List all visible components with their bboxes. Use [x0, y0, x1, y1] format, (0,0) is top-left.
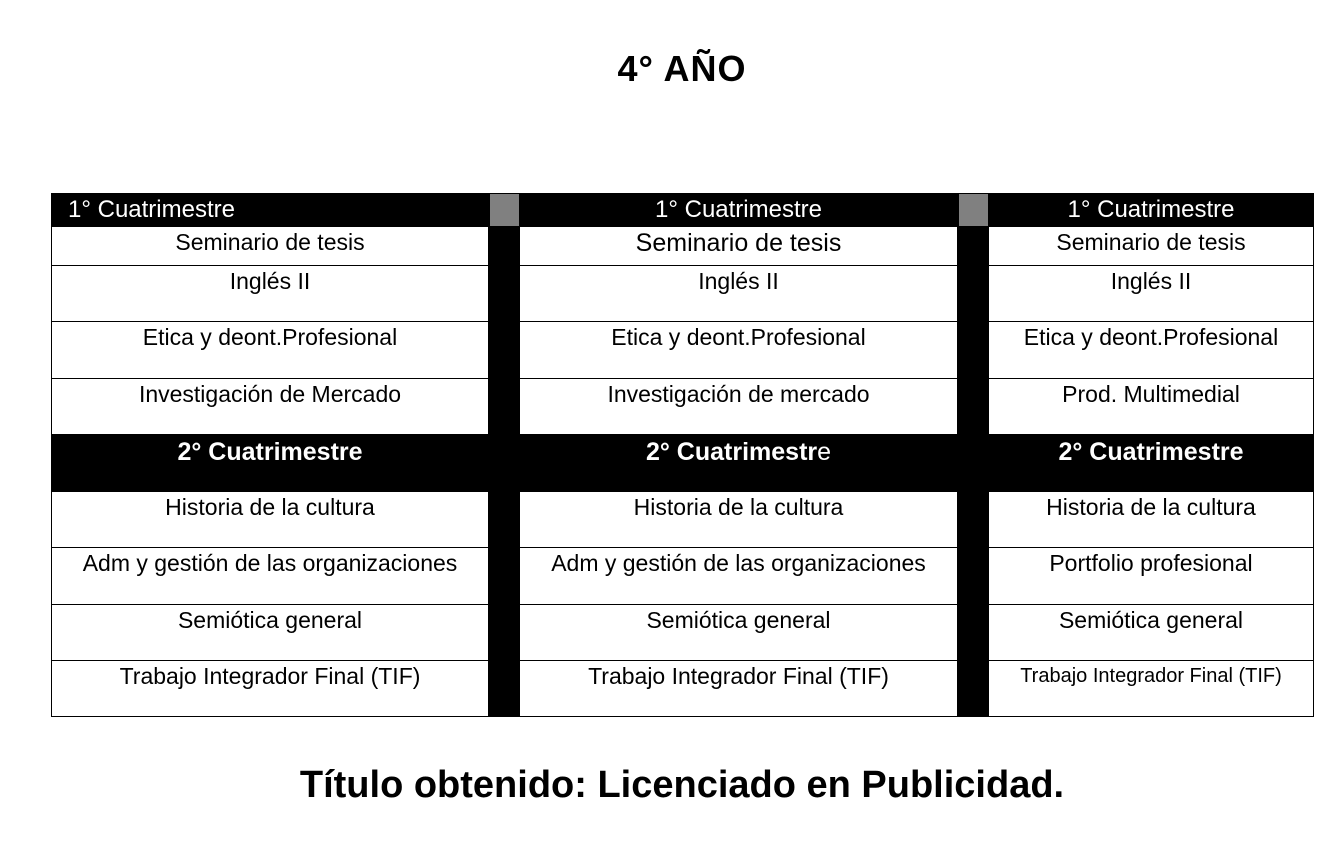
semester-2-header-text: 2° Cuatrimestr — [645, 438, 818, 466]
column-separator — [958, 322, 989, 379]
subject-cell: Etica y deont.Profesional — [520, 322, 958, 379]
subject-cell: Portfolio profesional — [989, 548, 1314, 605]
curriculum-table — [51, 193, 1314, 717]
semester-1-header: 1° Cuatrimestre — [989, 193, 1314, 227]
subject-cell: Adm y gestión de las organizaciones — [520, 548, 958, 605]
subject-cell: Historia de la cultura — [989, 492, 1314, 548]
subject-cell: Etica y deont.Profesional — [51, 322, 489, 379]
subject-cell: Historia de la cultura — [520, 492, 958, 548]
subject-cell: Semiótica general — [989, 605, 1314, 661]
column-separator — [489, 492, 520, 548]
subject-cell: Inglés II — [520, 266, 958, 322]
semester-2-header — [989, 435, 1314, 492]
semester-1-header: 1° Cuatrimestre — [520, 193, 958, 227]
semester-2-header — [520, 435, 958, 492]
subject-cell: Trabajo Integrador Final (TIF) — [520, 661, 958, 717]
subject-cell: Seminario de tesis — [520, 227, 958, 266]
subject-cell: Inglés II — [989, 266, 1314, 322]
column-separator — [489, 661, 520, 717]
column-separator — [958, 605, 989, 661]
subject-cell: Trabajo Integrador Final (TIF) — [989, 661, 1314, 717]
subject-cell: Trabajo Integrador Final (TIF) — [51, 661, 489, 717]
subject-cell: Prod. Multimedial — [989, 379, 1314, 435]
column-separator — [489, 548, 520, 605]
column-separator — [489, 193, 520, 227]
column-separator — [958, 379, 989, 435]
subject-cell: Seminario de tesis — [989, 227, 1314, 266]
page-title: 4° AÑO — [617, 48, 747, 89]
subject-cell: Semiótica general — [520, 605, 958, 661]
subject-cell: Investigación de mercado — [520, 379, 958, 435]
subject-cell: Semiótica general — [51, 605, 489, 661]
column-separator — [958, 548, 989, 605]
column-separator — [489, 266, 520, 322]
semester-2-header-suffix: e — [817, 438, 832, 466]
subject-cell: Etica y deont.Profesional — [989, 322, 1314, 379]
subject-cell: Historia de la cultura — [51, 492, 489, 548]
column-separator — [958, 193, 989, 227]
column-separator — [958, 435, 989, 492]
semester-2-header-text: 2° Cuatrimestre — [177, 438, 363, 466]
subject-cell: Adm y gestión de las organizaciones — [51, 548, 489, 605]
column-separator — [958, 661, 989, 717]
column-separator — [958, 266, 989, 322]
subject-cell: Investigación de Mercado — [51, 379, 489, 435]
semester-2-header — [51, 435, 489, 492]
column-separator — [958, 227, 989, 266]
column-separator — [489, 379, 520, 435]
subject-cell: Seminario de tesis — [51, 227, 489, 266]
column-separator — [958, 492, 989, 548]
column-separator — [489, 435, 520, 492]
semester-1-header: 1° Cuatrimestre — [51, 193, 489, 227]
column-separator — [489, 227, 520, 266]
column-separator — [489, 322, 520, 379]
semester-2-header-text: 2° Cuatrimestre — [1058, 438, 1244, 466]
column-separator — [489, 605, 520, 661]
degree-title: Título obtenido: Licenciado en Publicidad. — [299, 764, 1065, 806]
subject-cell: Inglés II — [51, 266, 489, 322]
